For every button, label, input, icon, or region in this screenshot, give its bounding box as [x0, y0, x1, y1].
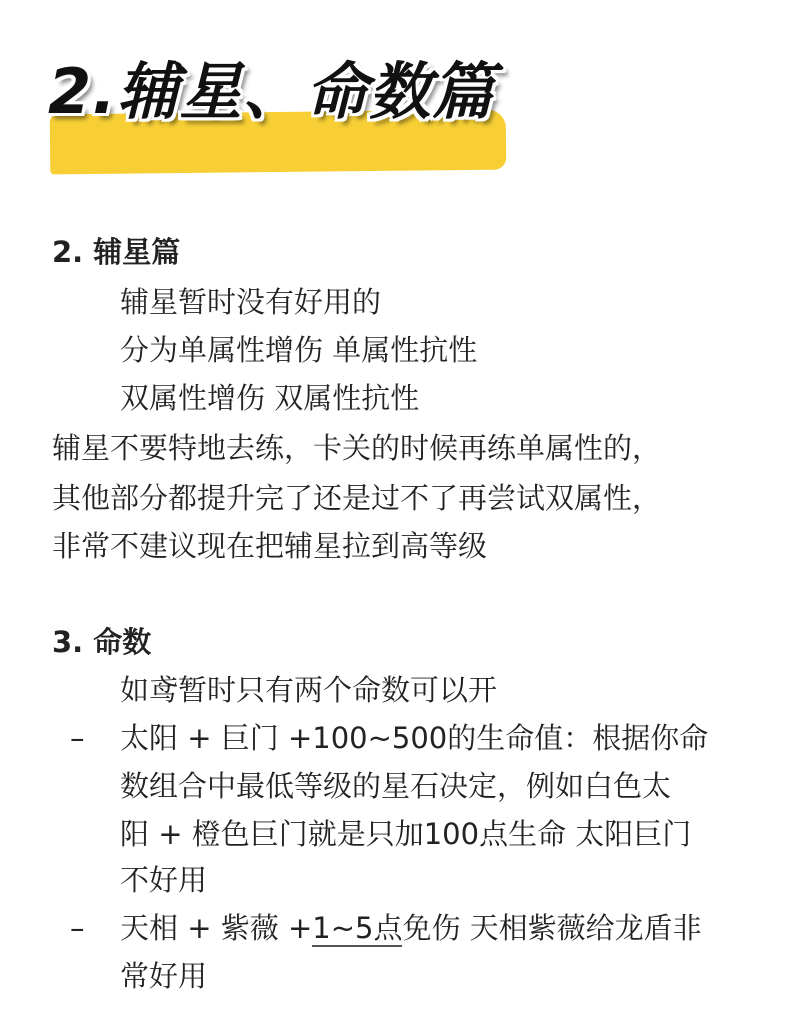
- section-2-line-6: 非常不建议现在把辅星拉到高等级: [52, 529, 488, 563]
- list-item-2-text-a: 天相 + 紫薇 +: [120, 911, 313, 945]
- list-item-2-line-2: 常好用: [120, 959, 208, 993]
- page-title: 2.辅星、命数篇: [48, 55, 495, 128]
- section-2-line-5: 其他部分都提升完了还是过不了再尝试双属性，: [52, 481, 662, 515]
- title-banner: [40, 38, 510, 178]
- list-item-1-line-1: 太阳 + 巨门 +100~500的生命值：根据你命: [120, 721, 709, 755]
- section-2-heading: 2. 辅星篇: [52, 235, 181, 269]
- list-dash: –: [70, 721, 85, 755]
- section-2-line-1: 辅星暂时没有好用的: [120, 285, 382, 319]
- list-dash: –: [70, 911, 85, 945]
- list-item-2-underlined-value: 1~5点: [312, 911, 403, 945]
- section-3-heading: 3. 命数: [52, 625, 152, 659]
- list-item-1-line-2: 数组合中最低等级的星石决定，例如白色太: [120, 769, 672, 803]
- list-item-1-line-4: 不好用: [120, 863, 208, 897]
- section-2-line-4: 辅星不要特地去练，卡关的时候再练单属性的，: [52, 431, 662, 465]
- section-2-line-2: 分为单属性增伤 单属性抗性: [120, 333, 478, 367]
- list-item-2-line-1: [120, 908, 702, 948]
- section-2-line-3: 双属性增伤 双属性抗性: [120, 381, 420, 415]
- list-item-2-text-c: 免伤 天相紫薇给龙盾非: [402, 911, 702, 945]
- list-item-1-line-3: 阳 + 橙色巨门就是只加100点生命 太阳巨门: [120, 817, 692, 851]
- section-3-intro: 如鸢暂时只有两个命数可以开: [120, 673, 498, 707]
